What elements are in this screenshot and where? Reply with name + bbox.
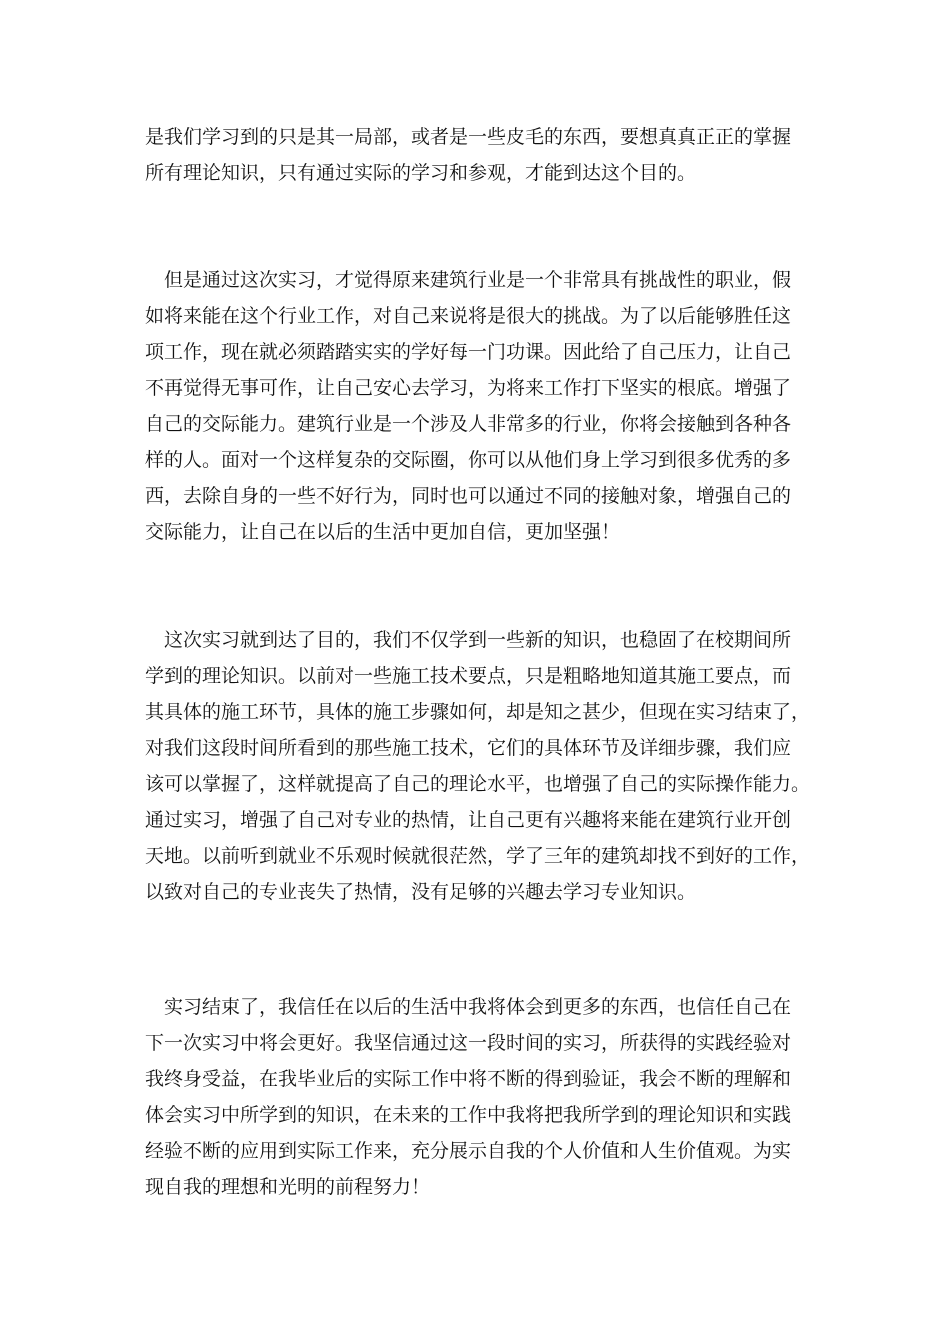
text-line: 我终身受益，在我毕业后的实际工作中将不断的得到验证，我会不断的理解和 <box>145 1068 792 1090</box>
paragraph-2 <box>145 262 815 550</box>
text-line: 对我们这段时间所看到的那些施工技术，它们的具体环节及详细步骤，我们应 <box>145 737 792 759</box>
text-line: 所有理论知识，只有通过实际的学习和参观，才能到达这个目的。 <box>145 162 697 184</box>
paragraph-4 <box>145 989 815 1205</box>
text-line: 项工作，现在就必须踏踏实实的学好每一门功课。因此给了自己压力，让自己 <box>145 341 792 363</box>
text-line: 不再觉得无事可作，让自己安心去学习，为将来工作打下坚实的根底。增强了 <box>145 377 792 399</box>
text-line: 样的人。面对一个这样复杂的交际圈，你可以从他们身上学习到很多优秀的多 <box>145 449 792 471</box>
text-line: 以致对自己的专业丧失了热情，没有足够的兴趣去学习专业知识。 <box>145 881 697 903</box>
text-line: 但是通过这次实习，才觉得原来建筑行业是一个非常具有挑战性的职业，假 <box>145 269 792 291</box>
text-line: 是我们学习到的只是其一局部，或者是一些皮毛的东西，要想真真正正的掌握 <box>145 126 792 148</box>
text-line: 其具体的施工环节，具体的施工步骤如何，却是知之甚少，但现在实习结束了， <box>145 701 811 723</box>
text-line: 实习结束了，我信任在以后的生活中我将体会到更多的东西，也信任自己在 <box>145 996 792 1018</box>
text-line: 现自我的理想和光明的前程努力！ <box>145 1176 431 1198</box>
text-line: 该可以掌握了，这样就提高了自己的理论水平，也增强了自己的实际操作能力。 <box>145 773 811 795</box>
text-line: 西，去除自身的一些不好行为，同时也可以通过不同的接触对象，增强自己的 <box>145 485 792 507</box>
text-line: 天地。以前听到就业不乐观时候就很茫然，学了三年的建筑却找不到好的工作， <box>145 845 811 867</box>
paragraph-1 <box>145 119 815 191</box>
paragraph-3 <box>145 622 815 910</box>
text-line: 通过实习，增强了自己对专业的热情，让自己更有兴趣将来能在建筑行业开创 <box>145 809 792 831</box>
text-line: 交际能力，让自己在以后的生活中更加自信，更加坚强！ <box>145 521 621 543</box>
text-line: 这次实习就到达了目的，我们不仅学到一些新的知识，也稳固了在校期间所 <box>145 629 792 651</box>
text-line: 经验不断的应用到实际工作来，充分展示自我的个人价值和人生价值观。为实 <box>145 1140 792 1162</box>
text-line: 下一次实习中将会更好。我坚信通过这一段时间的实习，所获得的实践经验对 <box>145 1032 792 1054</box>
text-line: 体会实习中所学到的知识，在未来的工作中我将把我所学到的理论知识和实践 <box>145 1104 792 1126</box>
text-line: 学到的理论知识。以前对一些施工技术要点，只是粗略地知道其施工要点，而 <box>145 665 792 687</box>
text-line: 自己的交际能力。建筑行业是一个涉及人非常多的行业，你将会接触到各种各 <box>145 413 792 435</box>
text-line: 如将来能在这个行业工作，对自己来说将是很大的挑战。为了以后能够胜任这 <box>145 305 792 327</box>
